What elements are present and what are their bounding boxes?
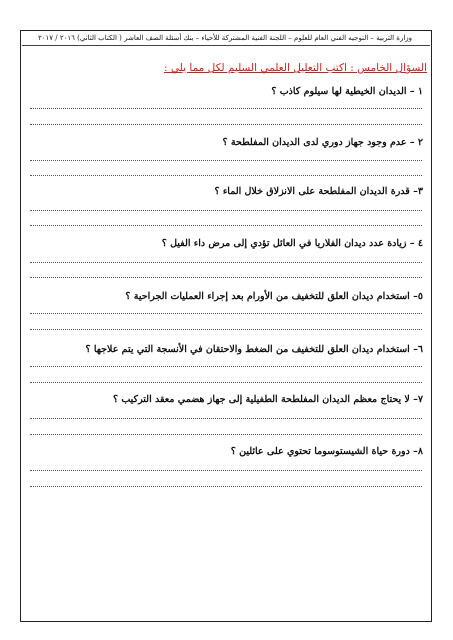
question-8: ٨– دورة حياة الشيستوسوما تحتوي على عائلين ؟ — [230, 446, 423, 457]
answer-line — [30, 160, 422, 161]
answer-line — [30, 313, 422, 314]
header-divider — [22, 45, 430, 46]
question-7: ٧– لا يحتاج معظم الديدان المفلطحة الطفيلية إلى جهاز هضمي معقد التركيب ؟ — [113, 394, 423, 405]
page-border — [20, 30, 432, 622]
answer-line — [30, 470, 422, 471]
answer-line — [30, 262, 422, 263]
question-6: ٦– استخدام ديدان العلق للتخفيف من الضغط والاحتقان في الأنسجة التي يتم علاجها ؟ — [85, 344, 423, 355]
question-1: ١ – الديدان الخيطية لها سيلوم كاذب ؟ — [271, 86, 423, 97]
answer-line — [30, 225, 422, 226]
answer-line — [30, 329, 422, 330]
page-header: وزارة التربية – التوجيه الفني العام للعلوم – اللجنة الفنية المشتركة للأحياء – بنك أسئلة الصف العاشر ( الكتاب الثاني) ٢٠١٦ / ٢٠١٧ — [37, 34, 413, 42]
question-2: ٢ – عدم وجود جهاز دوري لدى الديدان المفلطحة ؟ — [222, 137, 423, 148]
answer-line — [30, 108, 422, 109]
answer-line — [30, 277, 422, 278]
answer-line — [30, 366, 422, 367]
answer-line — [30, 210, 422, 211]
answer-line — [30, 382, 422, 383]
answer-line — [30, 434, 422, 435]
question-3: ٣– قدرة الديدان المفلطحة على الانزلاق خلال الماء ؟ — [214, 186, 423, 197]
question-4: ٤ – زيادة عدد ديدان الفلاريا في العائل تؤدي إلى مرض داء الفيل ؟ — [161, 238, 423, 249]
section-title: السؤال الخامس : اكتب التعليل العلمي السليم لكل مما يلي : — [164, 62, 427, 74]
question-5: ٥– استخدام ديدان العلق للتخفيف من الأورام بعد إجراء العمليات الجراحية ؟ — [125, 291, 423, 302]
answer-line — [30, 418, 422, 419]
answer-line — [30, 486, 422, 487]
answer-line — [30, 124, 422, 125]
answer-line — [30, 175, 422, 176]
